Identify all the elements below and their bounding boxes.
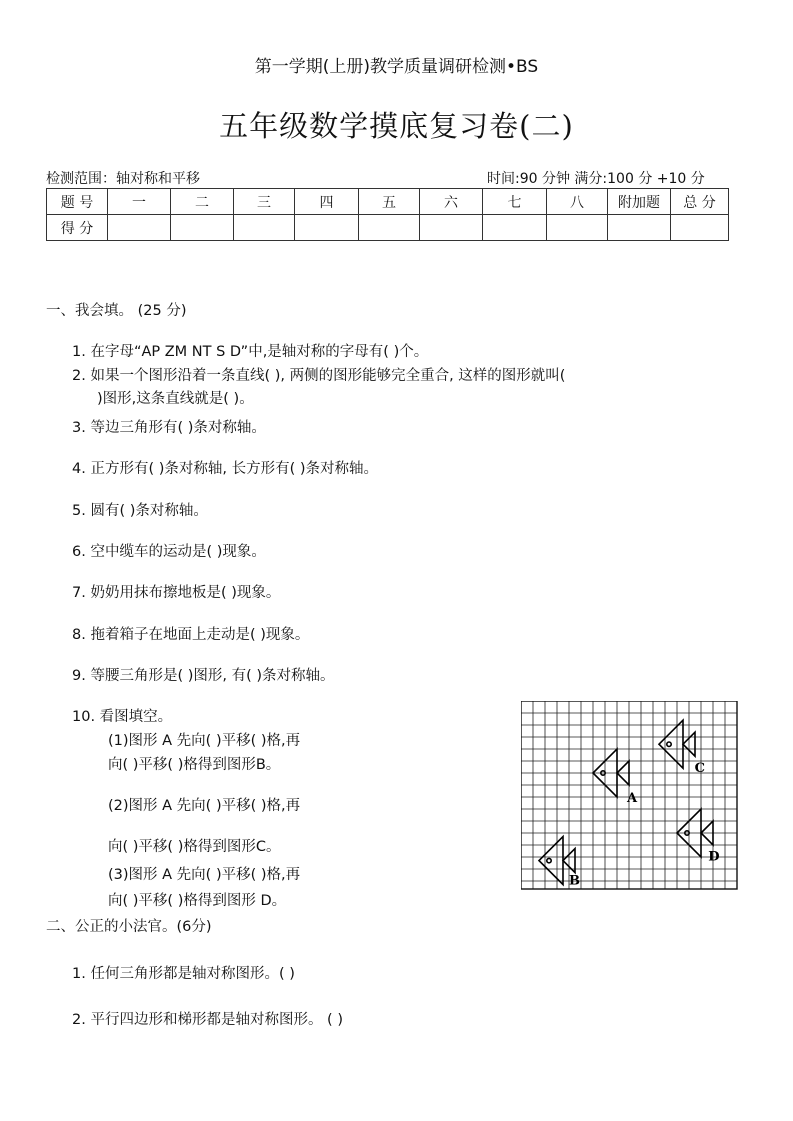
score-table-cell: 七 [483, 189, 547, 215]
question-10-3-line1: (3)图形 A 先向( )平移( )格,再 [108, 867, 301, 883]
question-9: 9. 等腰三角形是( )图形, 有( )条对称轴。 [72, 668, 335, 684]
figure-label-a: A [627, 790, 638, 806]
question-1: 1. 在字母“AP ZM NT S D”中,是轴对称的字母有( )个。 [72, 344, 429, 360]
question-5: 5. 圆有( )条对称轴。 [72, 503, 208, 519]
score-input-cell[interactable] [483, 215, 547, 241]
score-input-cell[interactable] [295, 215, 359, 241]
score-input-cell[interactable] [608, 215, 671, 241]
exam-title: 五年级数学摸底复习卷(二) [219, 109, 574, 143]
question-2-line1: 2. 如果一个图形沿着一条直线( ), 两侧的图形能够完全重合, 这样的图形就叫( [72, 368, 566, 384]
exam-time-score: 时间:90 分钟 满分:100 分 +10 分 [487, 171, 705, 187]
score-input-cell[interactable] [671, 215, 729, 241]
score-table-score-row [47, 215, 729, 241]
exam-header: 第一学期(上册)教学质量调研检测•BS [254, 57, 539, 77]
question-10-2-line2: 向( )平移( )格得到图形C。 [108, 839, 281, 855]
question-2-line2: )图形,这条直线就是( )。 [97, 391, 254, 407]
score-table-header-row [47, 189, 729, 215]
figure-label-c: C [694, 760, 705, 776]
question-10-1-line2: 向( )平移( )格得到图形B。 [108, 757, 281, 773]
exam-scope: 检测范围：轴对称和平移 [46, 171, 200, 187]
question-10: 10. 看图填空。 [72, 709, 173, 725]
question-4: 4. 正方形有( )条对称轴, 长方形有( )条对称轴。 [72, 461, 379, 477]
score-table [46, 188, 729, 241]
score-table-cell: 四 [295, 189, 359, 215]
score-input-cell[interactable] [420, 215, 483, 241]
score-table-cell: 八 [547, 189, 608, 215]
fish-eye [667, 742, 671, 746]
score-table-cell: 六 [420, 189, 483, 215]
score-input-cell[interactable] [171, 215, 234, 241]
score-input-cell[interactable] [108, 215, 171, 241]
question-10-3-line2: 向( )平移( )格得到图形 D。 [108, 893, 287, 909]
score-input-cell[interactable] [234, 215, 295, 241]
score-table-cell: 三 [234, 189, 295, 215]
figure-label-b: B [569, 873, 580, 889]
score-table-cell: 一 [108, 189, 171, 215]
score-table-cell: 五 [359, 189, 420, 215]
score-input-cell[interactable] [359, 215, 420, 241]
score-input-cell[interactable] [547, 215, 608, 241]
judge-question-2: 2. 平行四边形和梯形都是轴对称图形。 ( ) [72, 1012, 343, 1028]
score-table-cell: 二 [171, 189, 234, 215]
question-8: 8. 拖着箱子在地面上走动是( )现象。 [72, 627, 310, 643]
judge-question-1: 1. 任何三角形都是轴对称图形。( ) [72, 966, 295, 982]
question-7: 7. 奶奶用抹布擦地板是( )现象。 [72, 585, 281, 601]
fish-shapes [539, 720, 713, 884]
question-6: 6. 空中缆车的运动是( )现象。 [72, 544, 266, 560]
score-table-cell: 总 分 [671, 189, 729, 215]
question-3: 3. 等边三角形有( )条对称轴。 [72, 420, 266, 436]
fish-eye [547, 858, 551, 862]
translation-grid-figure [521, 701, 739, 891]
figure-label-d: D [708, 849, 720, 865]
section1-title: 一、我会填。 (25 分) [46, 303, 187, 319]
section2-title: 二、公正的小法官。(6分) [46, 919, 212, 935]
score-table-cell: 得 分 [47, 215, 108, 241]
question-10-2-line1: (2)图形 A 先向( )平移( )格,再 [108, 798, 301, 814]
question-10-1-line1: (1)图形 A 先向( )平移( )格,再 [108, 733, 301, 749]
score-table-cell: 题 号 [47, 189, 108, 215]
score-table-cell: 附加题 [608, 189, 671, 215]
